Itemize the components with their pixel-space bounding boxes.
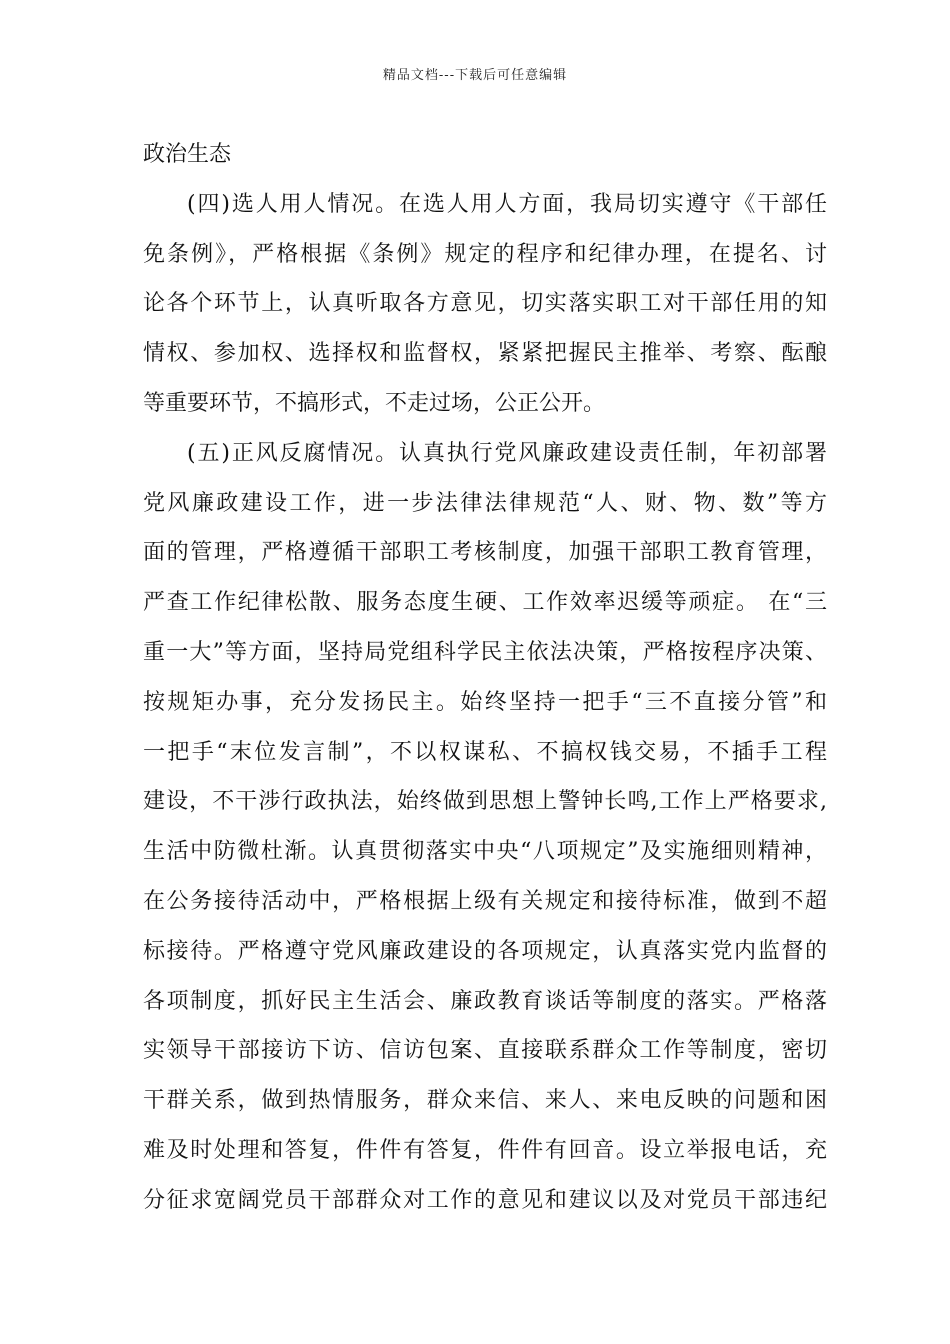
text-line: 实领导干部接访下访、信访包案、直接联系群众工作等制度，密切: [143, 1038, 827, 1064]
text-line: (四)选人用人情况。在选人用人方面，我局切实遵守《干部任: [187, 191, 827, 217]
text-line: 论各个环节上，认真听取各方意见，切实落实职工对干部任用的知: [143, 291, 827, 317]
text-line: (五)正风反腐情况。认真执行党风廉政建设责任制，年初部署: [187, 440, 827, 466]
text-line: 难及时处理和答复，件件有答复，件件有回音。设立举报电话，充: [143, 1137, 827, 1163]
document-body: [143, 130, 827, 1226]
text-line: 政治生态: [143, 142, 232, 167]
text-line: 面的管理，严格遵循干部职工考核制度，加强干部职工教育管理，: [143, 540, 827, 566]
text-line: 一把手“末位发言制”，不以权谋私、不搞权钱交易，不插手工程: [143, 739, 827, 765]
text-line: 干群关系，做到热情服务，群众来信、来人、来电反映的问题和困: [143, 1088, 827, 1114]
text-line: 党风廉政建设工作，进一步法律法律规范“人、财、物、数”等方: [143, 490, 827, 516]
text-line: 重一大”等方面，坚持局党组科学民主依法决策，严格按程序决策、: [143, 639, 827, 665]
text-line: 各项制度，抓好民主生活会、廉政教育谈话等制度的落实。严格落: [143, 988, 827, 1014]
text-line: 生活中防微杜渐。认真贯彻落实中央“八项规定”及实施细则精神，: [143, 839, 827, 865]
text-line: 分征求宽阔党员干部群众对工作的意见和建议以及对党员干部违纪: [143, 1187, 827, 1213]
text-line: 建设，不干涉行政执法，始终做到思想上警钟长鸣,工作上严格要求,: [143, 789, 827, 815]
text-line: 等重要环节，不搞形式，不走过场，公正公开。: [143, 390, 606, 416]
text-line: 情权、参加权、选择权和监督权，紧紧把握民主推举、考察、酝酿: [143, 341, 827, 367]
page-header: 精品文档---下载后可任意编辑: [382, 68, 568, 83]
text-line: 在公务接待活动中，严格根据上级有关规定和接待标准，做到不超: [143, 888, 827, 914]
text-line: 按规矩办事，充分发扬民主。始终坚持一把手“三不直接分管”和: [143, 689, 827, 715]
text-line: 严查工作纪律松散、服务态度生硬、工作效率迟缓等顽症。 在“三: [143, 590, 827, 616]
text-line: 免条例》，严格根据《条例》规定的程序和纪律办理，在提名、讨: [143, 241, 827, 267]
text-line: 标接待。严格遵守党风廉政建设的各项规定，认真落实党内监督的: [143, 938, 827, 964]
